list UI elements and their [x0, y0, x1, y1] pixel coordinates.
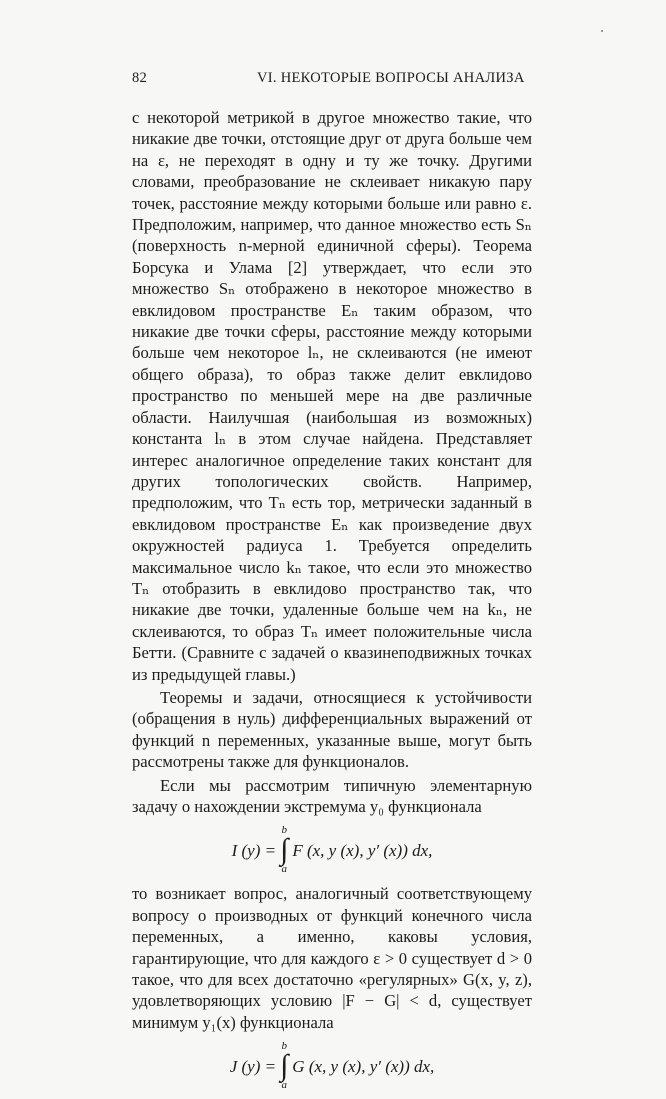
integral-sign-1 — [280, 825, 288, 875]
integral-lower-limit-2: a — [281, 1079, 287, 1092]
integral-lower-limit-1: a — [281, 863, 287, 876]
page-number: 82 — [132, 70, 148, 86]
integral-upper-limit-1: b — [281, 824, 287, 837]
running-title: VI. НЕКОТОРЫЕ ВОПРОСЫ АНАЛИЗА — [257, 70, 525, 86]
paragraph-3: Если мы рассмотрим типичную элементарную задачу о нахождении экстремума y₀ функционала — [132, 775, 532, 816]
formula-I — [132, 817, 532, 883]
formula-I-lhs: I (y) = — [231, 840, 277, 860]
formula-I-rhs: F (x, y (x), y′ (x)) dx, — [292, 840, 433, 860]
page-body — [132, 107, 532, 1099]
formula-J-lhs: J (y) = — [229, 1056, 277, 1076]
formula-J — [132, 1033, 532, 1099]
page-header — [132, 70, 532, 90]
scan-speck — [601, 30, 603, 32]
paragraph-1: с некоторой метрикой в другое множество такие, что никакие две точки, отстоящие друг от друга больше чем на ε, не переходят в одну и ту же точку. Другими словами, преобразование не склеивает никакую пару точек, расстояние между которыми больше или равно ε. Предположим, например, что данное множество есть Sₙ (поверхность n-мерной единичной сферы). Теорема Борсука и Улама [2] утверждает, что если это множество Sₙ отображено в некоторое множество в евклидовом пространстве Eₙ таким образом, что никакие две точки сферы, расстояние между которыми больше чем некоторое lₙ, не склеиваются (не имеют общего образа), то образ также делит евклидово пространство по меньшей мере на две различные области. Наилучшая (наибольшая из возможных) константа lₙ в этом случае найдена. Представляет интерес аналогичное определение таких констант для других топологических свойств. Например, предположим, что Tₙ есть тор, метрически заданный в евклидовом пространстве Eₙ как произведение двух окружностей радиуса 1. Требуется определить максимальное число kₙ такое, что если это множество Tₙ отобразить в евклидово пространство так, что никакие две точки, удаленные больше чем на kₙ, не склеиваются, то образ Tₙ имеет положительные числа Бетти. (Сравните с задачей о квазинеподвижных точках из предыдущей главы.) — [132, 108, 532, 684]
paragraph-4: то возникает вопрос, аналогичный соответствующему вопросу о производных от функций конечного числа переменных, а именно, каковы условия, гарантирующие, что для каждого ε > 0 существует d > 0 такое, что для всех достаточно «регулярных» G(x, y, z), удовлетворяющих условию |F − G| < d, существует минимум y₁(x) функционала — [132, 884, 532, 1032]
integral-sign-2 — [280, 1041, 288, 1091]
integral-symbol-2: ∫ — [280, 1049, 289, 1083]
integral-symbol-1: ∫ — [280, 833, 289, 867]
formula-J-rhs: G (x, y (x), y′ (x)) dx, — [292, 1056, 435, 1076]
integral-upper-limit-2: b — [281, 1040, 287, 1053]
paragraph-2: Теоремы и задачи, относящиеся к устойчивости (обращения в нуль) дифференциальных выражений от функций n переменных, указанные выше, могут быть рассмотрены также для функционалов. — [132, 687, 532, 772]
